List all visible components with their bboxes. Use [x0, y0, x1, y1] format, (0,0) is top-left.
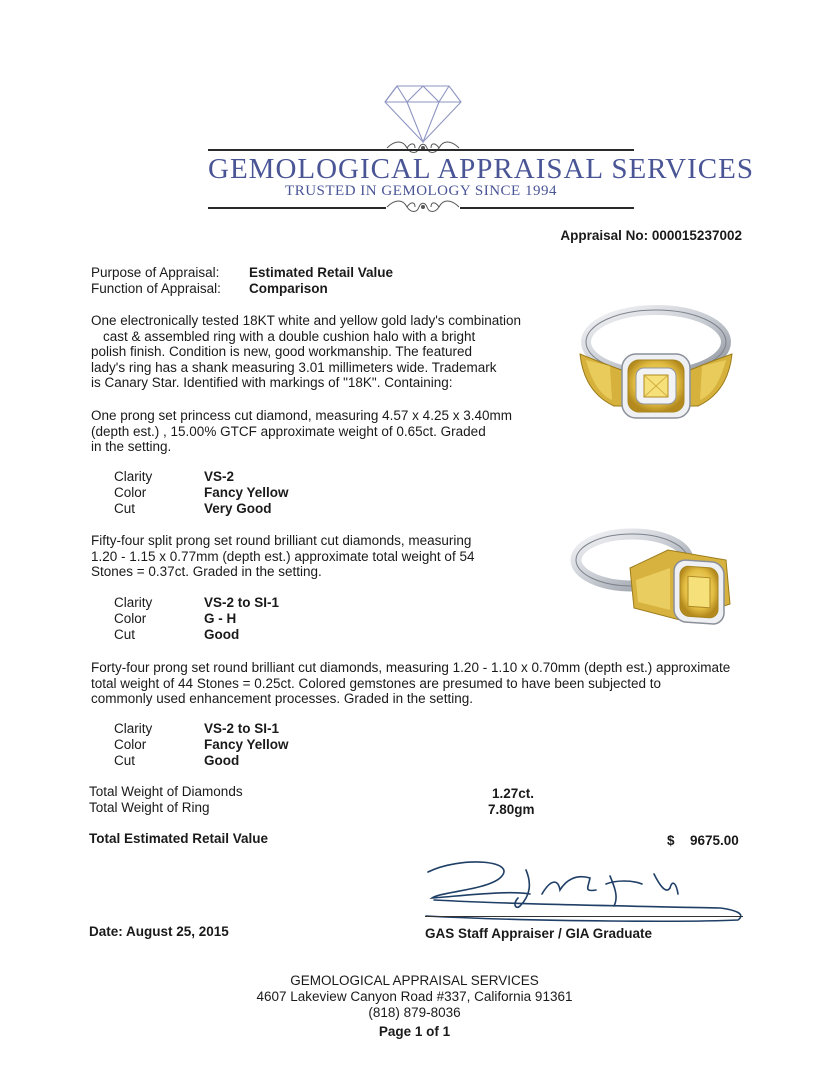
description-line: is Canary Star. Identified with markings of "18K". Containing:: [91, 375, 453, 390]
total-retail-value: 9675.00: [690, 833, 739, 848]
stone-line: Fifty-four split prong set round brilliant cut diamonds, measuring: [91, 533, 472, 548]
stone-line: total weight of 44 Stones = 0.25ct. Colored gemstones are presumed to have been subjected to: [91, 675, 661, 691]
grade-value: G - H: [204, 611, 237, 626]
grade-value: VS-2 to SI-1: [204, 721, 280, 736]
signer-title: GAS Staff Appraiser / GIA Graduate: [425, 926, 653, 941]
currency-symbol: $: [667, 833, 675, 848]
grade-label: Color: [114, 737, 147, 752]
stone-line: (depth est.) , 15.00% GTCF approximate weight of 0.65ct. Graded: [91, 423, 486, 439]
grade-label: Color: [114, 485, 147, 500]
purpose-label: Purpose of Appraisal:: [91, 265, 220, 280]
grade-value: Fancy Yellow: [204, 737, 289, 752]
header-rule-top: [208, 149, 634, 151]
description-line: cast & assembled ring with a double cushion halo with a bright: [103, 328, 476, 344]
ring-photo-top: [570, 300, 740, 430]
description-line: lady's ring has a shank measuring 3.01 millimeters wide. Trademark: [91, 359, 497, 375]
stone-description: [91, 660, 730, 707]
grade-label: Cut: [114, 501, 136, 516]
grade-label: Color: [114, 611, 147, 626]
header-rule-bottom-left: [208, 207, 386, 209]
total-retail-label: Total Estimated Retail Value: [89, 831, 269, 846]
ring-photo-side: [570, 520, 740, 625]
signature: [420, 850, 750, 925]
grade-value: Fancy Yellow: [204, 485, 289, 500]
footer-company: GEMOLOGICAL APPRAISAL SERVICES: [290, 973, 539, 988]
company-name: GEMOLOGICAL APPRAISAL SERVICES: [208, 153, 754, 185]
function-value: Comparison: [249, 281, 328, 296]
total-diamonds-label: Total Weight of Diamonds: [89, 784, 243, 799]
grade-value: VS-2: [204, 469, 235, 484]
stone-line: Forty-four prong set round brilliant cut diamonds, measuring 1.20 - 1.10 x 0.70mm (depth est.) approximate: [91, 660, 731, 675]
signature-line: [425, 916, 743, 917]
stone-line: Stones = 0.37ct. Graded in the setting.: [91, 564, 322, 579]
grade-value: VS-2 to SI-1: [204, 595, 280, 610]
company-tagline: TRUSTED IN GEMOLOGY SINCE 1994: [285, 183, 557, 199]
grade-label: Clarity: [114, 469, 153, 484]
diamond-logo-icon: [383, 82, 463, 144]
total-diamonds-value: 1.27ct.: [492, 786, 535, 801]
header-rule-bottom-right: [460, 207, 634, 209]
grade-label: Clarity: [114, 595, 153, 610]
stone-line: One prong set princess cut diamond, measuring 4.57 x 4.25 x 3.40mm: [91, 408, 512, 423]
appraisal-number: Appraisal No: 000015237002: [560, 228, 742, 243]
scroll-ornament-icon: [385, 199, 461, 215]
function-label: Function of Appraisal:: [91, 281, 221, 296]
total-ring-label: Total Weight of Ring: [89, 800, 210, 815]
appraisal-date: Date: August 25, 2015: [89, 924, 229, 939]
stone-line: 1.20 - 1.15 x 0.77mm (depth est.) approximate total weight of 54: [91, 548, 475, 564]
stone-description: [91, 533, 474, 580]
item-description: [91, 313, 521, 391]
total-ring-value: 7.80gm: [488, 802, 535, 817]
description-line: polish finish. Condition is new, good workmanship. The featured: [91, 344, 472, 359]
grade-label: Clarity: [114, 721, 153, 736]
grade-label: Cut: [114, 753, 136, 768]
footer-phone: (818) 879-8036: [368, 1005, 461, 1020]
stone-description: [91, 408, 512, 455]
purpose-value: Estimated Retail Value: [249, 265, 394, 280]
description-line: One electronically tested 18KT white and yellow gold lady's combination: [91, 313, 522, 328]
stone-line: commonly used enhancement processes. Graded in the setting.: [91, 691, 473, 706]
footer-address: 4607 Lakeview Canyon Road #337, California 91361: [256, 989, 573, 1004]
grade-value: Very Good: [204, 501, 272, 516]
grade-value: Good: [204, 627, 240, 642]
page-number: Page 1 of 1: [378, 1024, 451, 1039]
grade-label: Cut: [114, 627, 136, 642]
grade-value: Good: [204, 753, 240, 768]
stone-line: in the setting.: [91, 439, 172, 454]
